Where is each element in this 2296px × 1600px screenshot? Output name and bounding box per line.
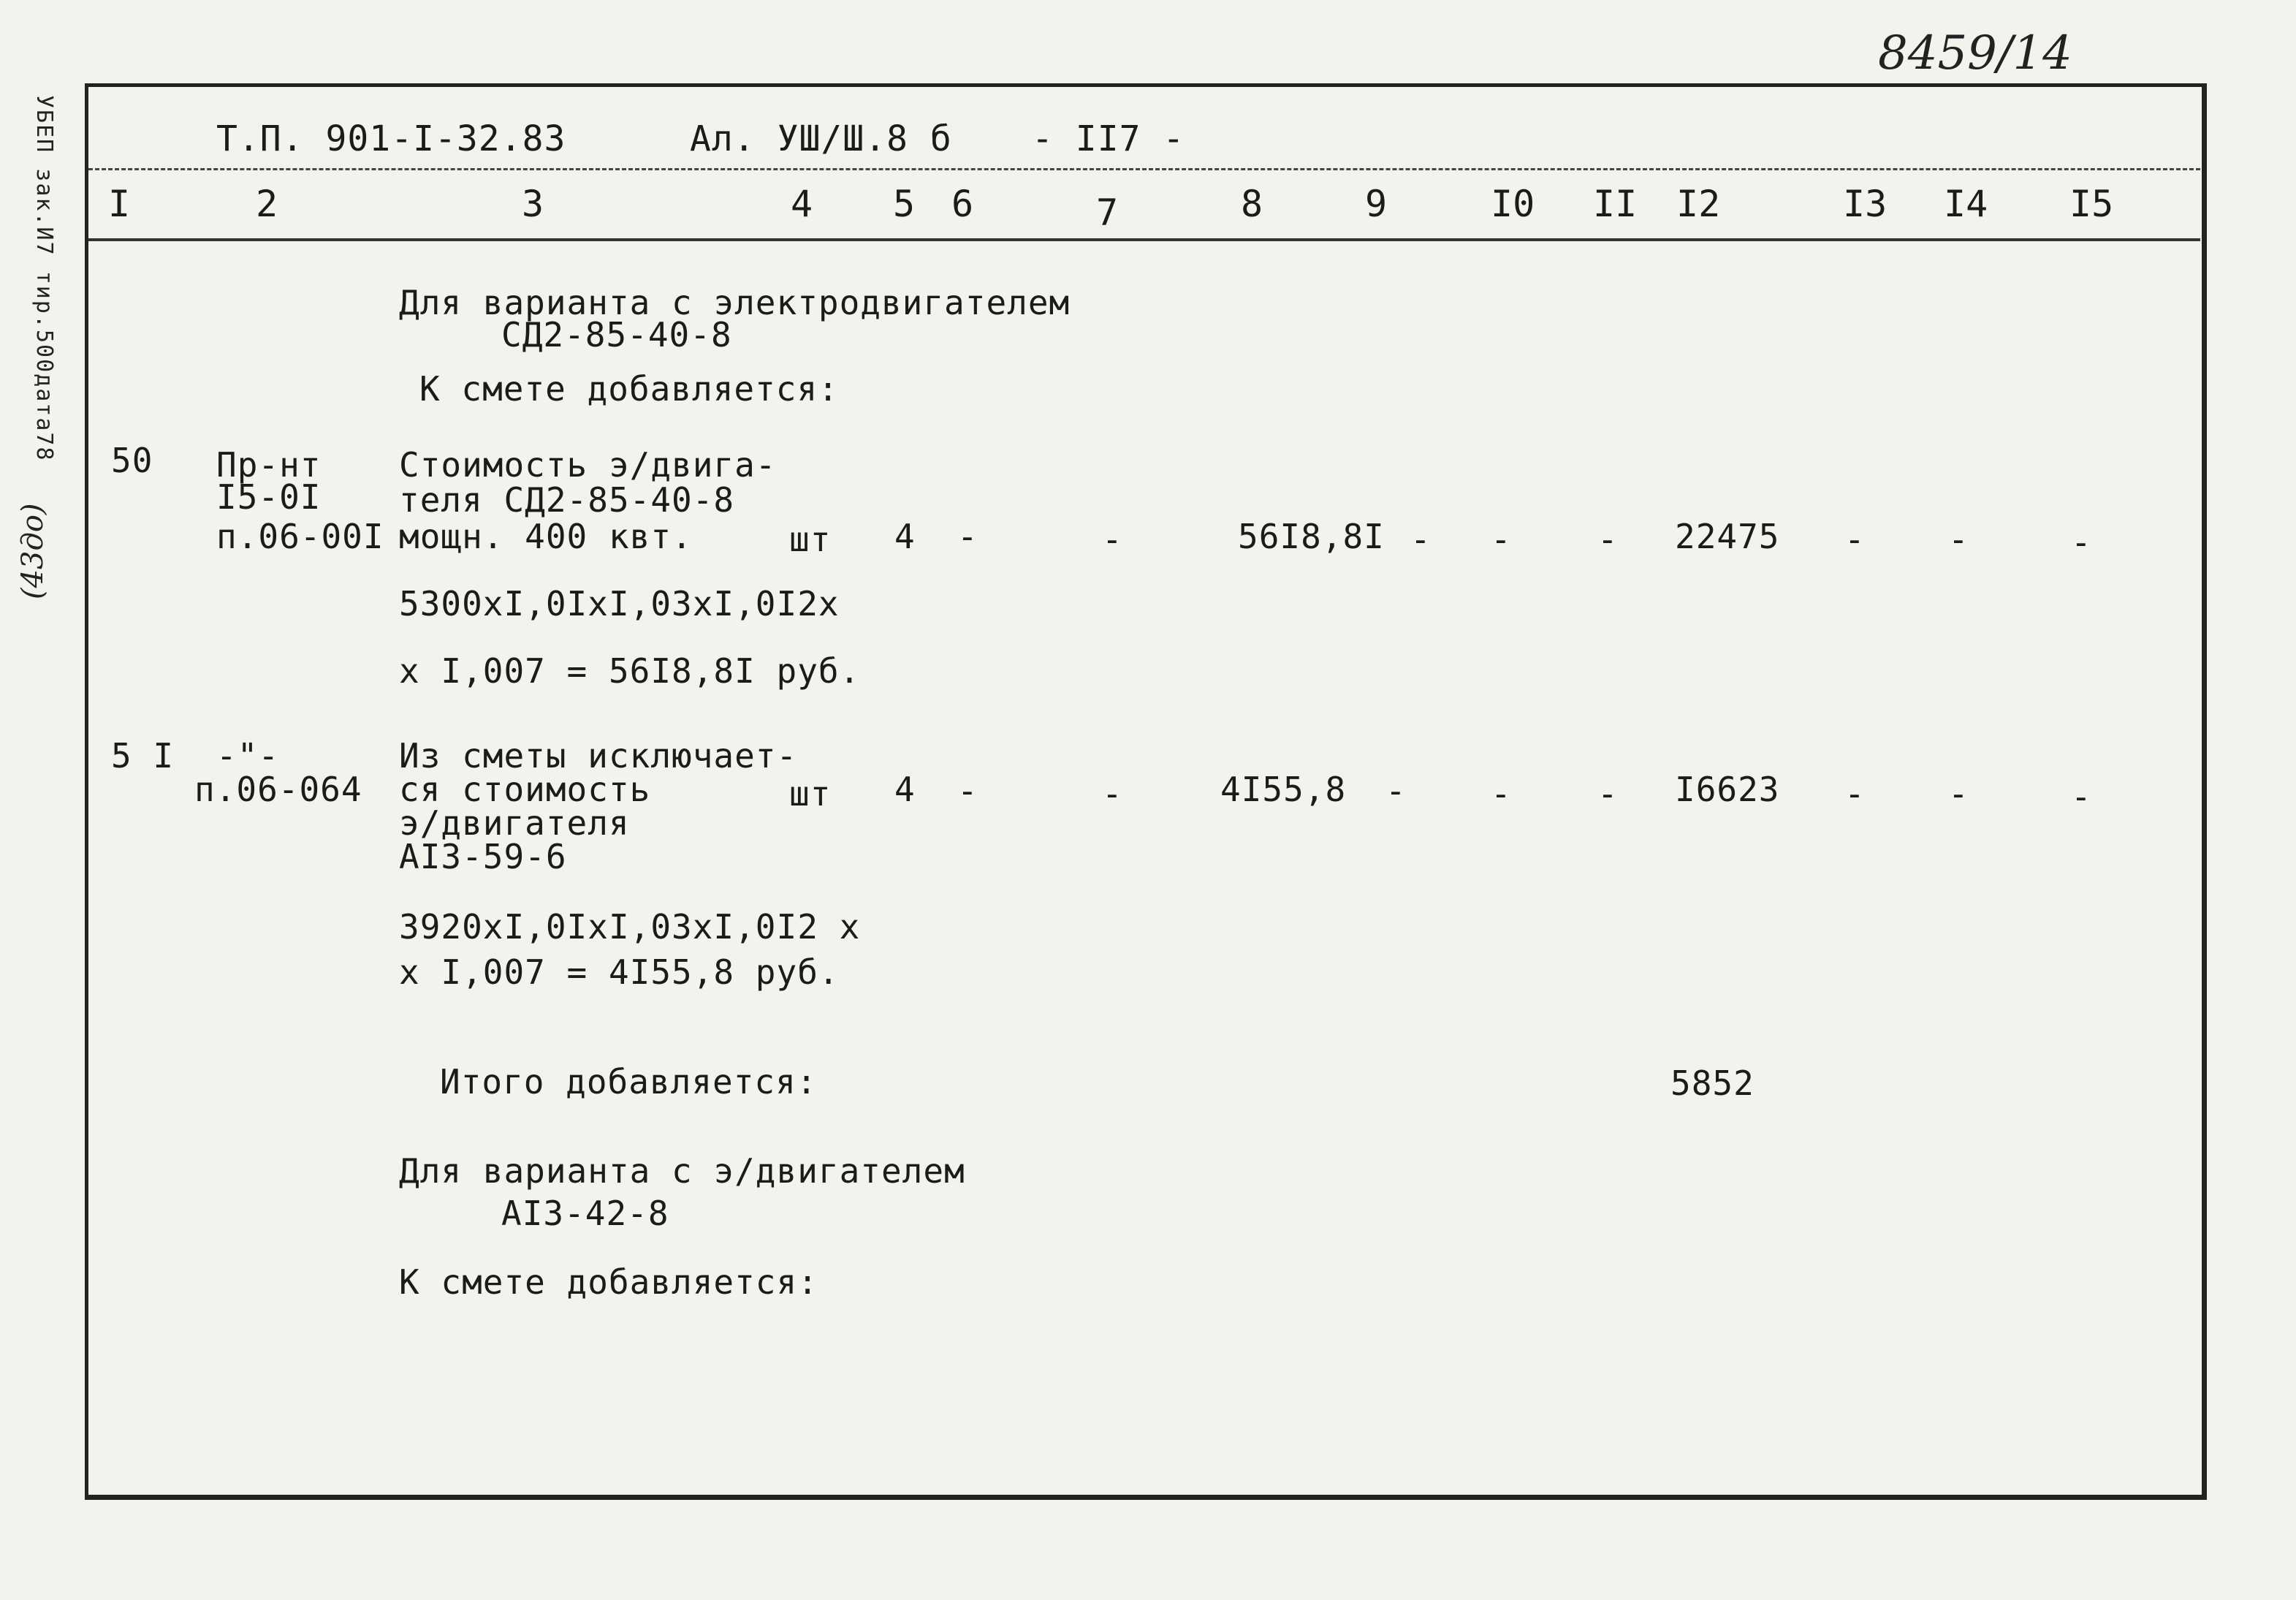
description-line: ся стоимость xyxy=(399,770,651,809)
handwritten-sheet-number: 8459/14 xyxy=(1878,26,2072,80)
description-line: мощн. 400 квт. xyxy=(399,517,693,556)
description-line: э/двигателя xyxy=(399,803,630,843)
calculation-line: 3920хI,0IхI,03хI,0I2 х xyxy=(399,907,861,947)
basis-line: -"- xyxy=(216,736,280,776)
row-number: 50 xyxy=(111,441,153,480)
page-number: - II7 - xyxy=(1032,118,1185,159)
calculation-line: х I,007 = 56I8,8I руб. xyxy=(399,651,861,691)
column-number: 8 xyxy=(1241,183,1263,225)
variant1-title: Для варианта с электродвигателем xyxy=(399,283,1071,322)
header-divider xyxy=(88,168,2200,170)
cell-col7: - xyxy=(1102,774,1123,814)
cell-col11: - xyxy=(1597,774,1619,814)
description-line: Из сметы исключает- xyxy=(399,736,798,776)
column-number: II xyxy=(1593,183,1638,225)
column-number: I0 xyxy=(1491,183,1535,225)
cell-col7: - xyxy=(1102,520,1123,559)
unit-cell: шт xyxy=(789,520,832,559)
cell-col12: 22475 xyxy=(1675,517,1780,556)
total-value: 5852 xyxy=(1670,1063,1755,1103)
basis-line: п.06-064 xyxy=(194,770,362,809)
cell-col9: - xyxy=(1385,771,1407,811)
column-number: 2 xyxy=(256,183,278,225)
variant2-motor: АI3-42-8 xyxy=(501,1194,669,1233)
cell-col14: - xyxy=(1948,774,1969,814)
cell-col11: - xyxy=(1597,520,1619,559)
row-number: 5 I xyxy=(111,736,175,776)
side-print-stamp: УБЕП зак.И7 тир.500дата78 xyxy=(31,95,57,462)
calculation-line: х I,007 = 4I55,8 руб. xyxy=(399,952,840,992)
cell-col10: - xyxy=(1491,520,1512,559)
column-number: I4 xyxy=(1944,183,1988,225)
cell-col10: - xyxy=(1491,774,1512,814)
calculation-line: 5300хI,0IхI,03хI,0I2х xyxy=(399,584,840,623)
cell-col8: 4I55,8 xyxy=(1220,770,1347,809)
cell-col13: - xyxy=(1844,774,1866,814)
column-number: I2 xyxy=(1676,183,1721,225)
album-code: Ал. УШ/Ш.8 б xyxy=(690,118,952,159)
variant1-motor: СД2-85-40-8 xyxy=(501,315,732,354)
cell-col15: - xyxy=(2071,777,2092,816)
quantity-cell: 4 xyxy=(894,770,916,809)
cell-col8: 56I8,8I xyxy=(1238,517,1385,556)
unit-cell: шт xyxy=(789,774,832,814)
quantity-cell: 4 xyxy=(894,517,916,556)
variant2-added-label: К смете добавляется: xyxy=(399,1262,818,1302)
column-number: I xyxy=(108,183,131,225)
cell-col6: - xyxy=(957,771,978,811)
description-line: теля СД2-85-40-8 xyxy=(399,480,735,520)
basis-line: Пр-нт xyxy=(216,445,322,485)
cell-col6: - xyxy=(957,517,978,556)
column-number: I5 xyxy=(2069,183,2114,225)
column-number: 3 xyxy=(522,183,544,225)
variant1-added-label: К смете добавляется: xyxy=(419,369,839,409)
cell-col12: I6623 xyxy=(1675,770,1780,809)
description-line: АI3-59-6 xyxy=(399,837,567,876)
column-number: 9 xyxy=(1365,183,1388,225)
column-number: I3 xyxy=(1843,183,1888,225)
column-header-divider xyxy=(88,238,2200,241)
cell-col15: - xyxy=(2071,523,2092,562)
total-label: Итого добавляется: xyxy=(440,1062,818,1102)
description-line: Стоимость э/двига- xyxy=(399,445,777,485)
column-number: 6 xyxy=(951,183,974,225)
cell-col9: - xyxy=(1410,520,1432,559)
cell-col14: - xyxy=(1948,520,1969,559)
basis-line: I5-0I xyxy=(216,477,322,517)
column-number: 5 xyxy=(893,183,916,225)
side-handwritten-note: (43до) xyxy=(16,503,50,599)
project-code: Т.П. 901-I-32.83 xyxy=(216,118,566,159)
column-number: 7 xyxy=(1096,192,1119,234)
cell-col13: - xyxy=(1844,520,1866,559)
basis-line: п.06-00I xyxy=(216,517,384,556)
column-number: 4 xyxy=(791,183,813,225)
variant2-title: Для варианта с э/двигателем xyxy=(399,1151,965,1191)
